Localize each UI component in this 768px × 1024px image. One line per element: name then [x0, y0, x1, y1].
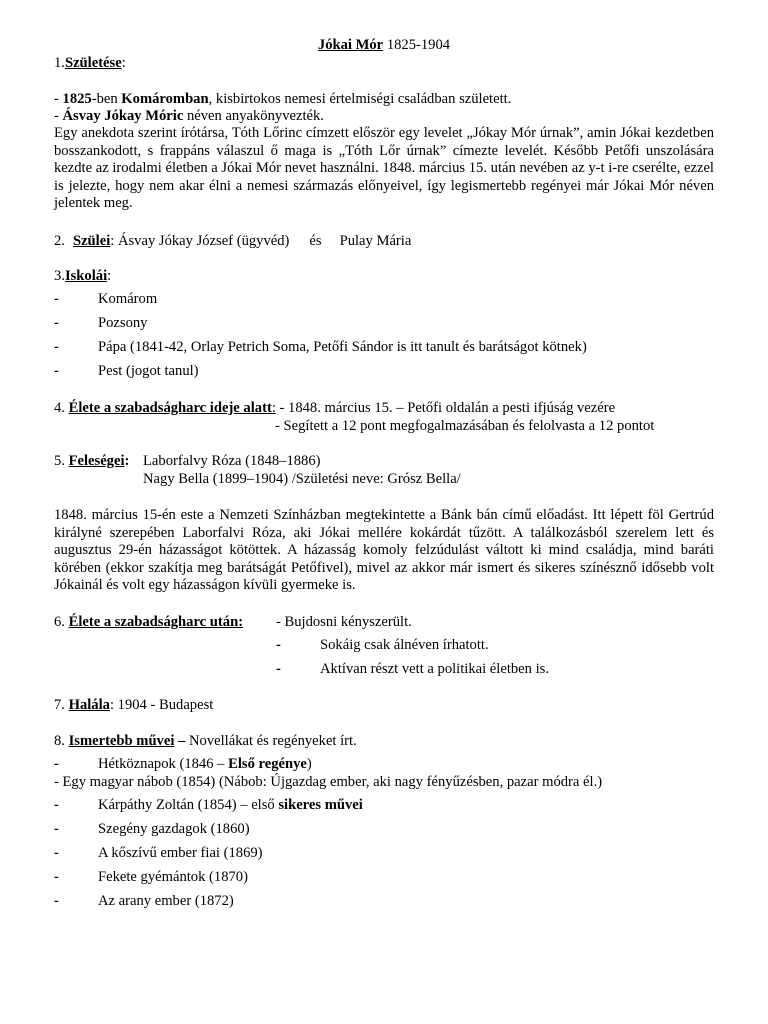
list-bullet: -	[54, 756, 59, 772]
dash: -	[54, 108, 63, 124]
list-bullet: -	[54, 363, 59, 379]
list-bullet: -	[276, 637, 281, 653]
after-revolution-fact: - Bujdosni kényszerült.	[276, 614, 412, 630]
birth-line	[54, 91, 511, 109]
section-colon: :	[271, 400, 276, 416]
text: néven anyakönyvezték.	[183, 108, 324, 124]
list-bullet: -	[54, 291, 59, 307]
work-item: Fekete gyémántok (1870)	[98, 869, 248, 885]
section-6-heading	[54, 614, 243, 632]
birth-place: Komáromban	[121, 91, 209, 107]
work-item	[98, 756, 312, 774]
work-item: Az arany ember (1872)	[98, 893, 234, 909]
section-title: Élete a szabadságharc után:	[68, 614, 244, 630]
school-item: Pozsony	[98, 315, 148, 331]
wife-2: Nagy Bella (1899–1904) /Születési neve: Grósz Bella/	[143, 471, 461, 487]
section-number: 8.	[54, 733, 69, 749]
section-title: Élete a szabadságharc ideje alatt	[68, 400, 272, 416]
work-item-nabob: - Egy magyar nábob (1854) (Nábob: Újgazdag ember, aki nagy fényűzésben, pazar módra él.)	[54, 774, 603, 790]
school-item: Pest (jogot tanul)	[98, 363, 199, 379]
list-bullet: -	[54, 339, 59, 355]
after-revolution-item: Aktívan részt vett a politikai életben is.	[320, 661, 549, 677]
work-title: Hétköznapok (1846 –	[98, 756, 229, 772]
section-number: 6.	[54, 614, 69, 630]
school-item: Komárom	[98, 291, 158, 307]
text: -ben	[91, 91, 122, 107]
section-colon: :	[107, 268, 112, 284]
text: és	[309, 233, 322, 249]
work-note: sikeres művei	[278, 797, 363, 813]
registered-name-line	[54, 108, 324, 126]
revolution-fact: - 1848. március 15. – Petőfi oldalán a pesti ifjúság vezére	[275, 400, 616, 416]
section-number: 1.	[54, 55, 65, 71]
anecdote-paragraph: Egy anekdota szerint írótársa, Tóth Lőrinc címzett először egy levelet „Jókay Mór úrnak”, amin Jókai kezdetben bosszankodott, s frappáns válaszul ő maga is „Tóth Lőr úrnak” címezte levelét. Később Petőfi unszolására kezdte az irodalmi életben a Jókai Mór nevet használni. 1848. március 15. után nevében az y-t i-re cserélte, ezzel is jelezte, hogy nem akar élni a nemesi származás előnyeivel, így legismertebb regényei már Jókai Mór néven jelentek meg.	[54, 125, 714, 212]
list-bullet: -	[276, 661, 281, 677]
section-4-heading	[54, 400, 615, 418]
list-bullet: -	[54, 821, 59, 837]
section-8-heading	[54, 733, 357, 751]
work-note: Első regénye	[228, 756, 307, 772]
section-title: Iskolái	[64, 268, 108, 284]
section-title: Feleségei	[68, 453, 125, 469]
list-bullet: -	[54, 845, 59, 861]
registered-name: Ásvay Jókay Móric	[62, 108, 184, 124]
section-3-heading	[54, 268, 111, 286]
section-2-parents	[54, 233, 411, 251]
wife-1: Laborfalvy Róza (1848–1886)	[143, 453, 321, 469]
father-name: Ásvay Jókay József (ügyvéd)	[117, 233, 290, 249]
section-7-death	[54, 697, 213, 715]
text: , kisbirtokos nemesi értelmiségi családban született.	[208, 91, 512, 107]
work-item: Szegény gazdagok (1860)	[98, 821, 250, 837]
mother-name: Pulay Mária	[339, 233, 412, 249]
work-item: A kőszívű ember fiai (1869)	[98, 845, 263, 861]
school-item: Pápa (1841-42, Orlay Petrich Soma, Petőfi Sándor is itt tanult és barátságot kötnek)	[98, 339, 587, 355]
section-colon: :	[110, 233, 115, 249]
text: Novellákat és regényeket írt.	[185, 733, 357, 749]
section-number: 5.	[54, 453, 69, 469]
section-1-heading	[54, 55, 126, 73]
page-title	[0, 37, 768, 55]
section-colon: :	[121, 55, 126, 71]
title-name: Jókai Mór	[317, 37, 384, 53]
death-info: : 1904 - Budapest	[109, 697, 214, 713]
work-item	[98, 797, 363, 815]
text: )	[306, 756, 312, 772]
section-title: Szülei	[72, 233, 111, 249]
section-number: 2.	[54, 233, 65, 249]
list-bullet: -	[54, 797, 59, 813]
title-years: 1825-1904	[386, 37, 451, 53]
revolution-fact-2: - Segített a 12 pont megfogalmazásában és felolvasta a 12 pontot	[275, 418, 655, 434]
section-number: 4.	[54, 400, 69, 416]
list-bullet: -	[54, 869, 59, 885]
section-number: 3.	[54, 268, 65, 284]
section-number: 7.	[54, 697, 69, 713]
dash: -	[54, 91, 63, 107]
section-title: Születése	[64, 55, 122, 71]
section-title: Halála	[68, 697, 110, 713]
list-bullet: -	[54, 893, 59, 909]
after-revolution-item: Sokáig csak álnéven írhatott.	[320, 637, 489, 653]
marriage-paragraph: 1848. március 15-én este a Nemzeti Színházban megtekintette a Bánk bán című előadást. Itt lépett föl Gertrúd királyné szerepében Laborfalvi Róza, aki Jókai mellére kokárdát tűzött. A találkozásból szerelem lett és augusztus 29-én házasságot kötöttek. A házasság komoly felzúdulást váltott ki mind családja, mind baráti körében (ekkor szakítja meg barátságát Petőfivel), mivel az akkor már ismert és sikeres színésznő idősebb volt Jókainál és volt egy házasságon kívüli gyermeke is.	[54, 507, 714, 594]
list-bullet: -	[54, 315, 59, 331]
dash: –	[174, 733, 186, 749]
section-colon: :	[124, 453, 130, 469]
section-title: Ismertebb művei	[68, 733, 175, 749]
section-5-heading	[54, 453, 129, 471]
work-title: Kárpáthy Zoltán (1854) – első	[98, 797, 279, 813]
birth-year: 1825	[62, 91, 92, 107]
